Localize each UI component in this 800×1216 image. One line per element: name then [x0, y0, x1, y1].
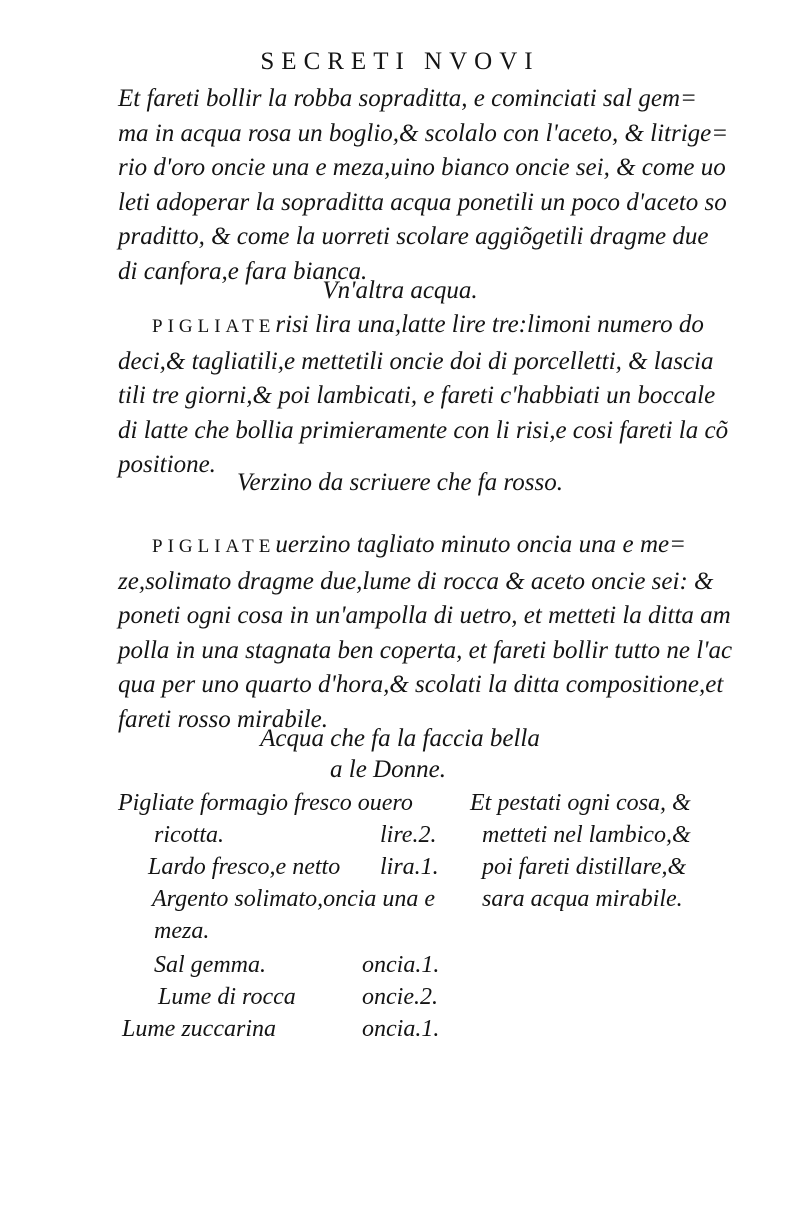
ingredient-name: ricotta.: [154, 822, 224, 848]
ingredient-row: [148, 850, 340, 885]
recipe-heading: Vn'altra acqua.: [322, 277, 478, 304]
text-line: qua per uno quarto d'hora,& scolati la ditta compositione,et: [118, 671, 724, 698]
ingredient-qty: oncia.1.: [362, 952, 440, 978]
ingredient-qty: oncia.1.: [362, 1016, 440, 1042]
text-line-first: [118, 528, 686, 565]
text-line: ze,solimato dragme due,lume di rocca & aceto oncie sei: &: [118, 567, 714, 595]
ingredient-name: Lume zuccarina: [122, 1016, 276, 1042]
text-line: tili tre giorni,& poi lambicati, e fareti c'habbiati un boccale: [118, 382, 716, 409]
text-line-first: [118, 308, 704, 345]
text-line: ma in acqua rosa un boglio,& scolalo con l'aceto, & litrige=: [118, 119, 729, 147]
recipe-paragraph: [118, 528, 733, 737]
instruction-line: poi fareti distillare,&: [482, 854, 687, 880]
instruction-line: Et pestati ogni cosa, &: [470, 790, 691, 816]
ingredient-name: Pigliate formagio fresco ouero: [118, 790, 413, 816]
ingredient-qty: lire.2.: [380, 822, 437, 848]
lead-capitals: PIGLIATE: [152, 536, 276, 557]
text-line: leti adoperar la sopraditta acqua ponetili un poco d'aceto so: [118, 188, 727, 216]
text-line: fareti rosso mirabile.: [118, 705, 328, 733]
ingredient-name: Sal gemma.: [154, 952, 266, 978]
text-line: deci,& tagliatili,e mettetili oncie doi di porcelletti, & lascia: [118, 347, 714, 375]
recipe-heading: Acqua che fa la faccia bella: [260, 725, 540, 752]
ingredient-qty: oncie.2.: [362, 984, 438, 1010]
ingredient-row: [154, 914, 209, 949]
text-line: polla in una stagnata ben coperta, et fareti bollir tutto ne l'ac: [118, 636, 733, 664]
text-line: positione.: [118, 451, 216, 478]
ingredient-name: Lume di rocca: [158, 984, 296, 1010]
recipe-paragraph: [118, 308, 729, 483]
ingredient-row: [154, 818, 224, 853]
text-line: di latte che bollia primieramente con li risi,e cosi fareti la cõ: [118, 416, 729, 444]
text-line: rio d'oro oncie una e meza,uino bianco oncie sei, & come uo: [118, 154, 726, 181]
lead-line-rest: risi lira una,latte lire tre:limoni numero do: [275, 311, 704, 338]
ingredient-qty: lira.1.: [380, 854, 439, 880]
lead-capitals: PIGLIATE: [152, 316, 276, 337]
ingredient-row: [122, 1012, 276, 1047]
paragraph-continuation: [118, 82, 729, 289]
instruction-line: sara acqua mirabile.: [482, 886, 683, 912]
text-line: di canfora,e fara bianca.: [118, 257, 368, 285]
ingredient-row: [118, 786, 413, 821]
text-line: Et fareti bollir la robba sopraditta, e cominciati sal gem=: [118, 85, 697, 112]
running-header: SECRETI NVOVI: [260, 48, 540, 75]
text-line: poneti ogni cosa in un'ampolla di uetro, et metteti la ditta am: [118, 602, 731, 629]
ingredient-row: [158, 980, 296, 1015]
recipe-heading-line2: a le Donne.: [330, 756, 446, 783]
text-line: praditto, & come la uorreti scolare aggiõgetili dragme due: [118, 223, 709, 250]
ingredient-row: [154, 948, 266, 983]
ingredients-list: [118, 786, 458, 1046]
ingredient-name: Argento solimato,oncia una e: [152, 886, 436, 912]
instruction-line: metteti nel lambico,&: [482, 822, 691, 848]
lead-line-rest: uerzino tagliato minuto oncia una e me=: [275, 531, 686, 558]
ingredient-name: Lardo fresco,e netto: [148, 854, 341, 880]
ingredient-name: meza.: [154, 918, 210, 944]
recipe-heading: Verzino da scriuere che fa rosso.: [237, 469, 563, 496]
ingredient-row: [152, 882, 435, 917]
